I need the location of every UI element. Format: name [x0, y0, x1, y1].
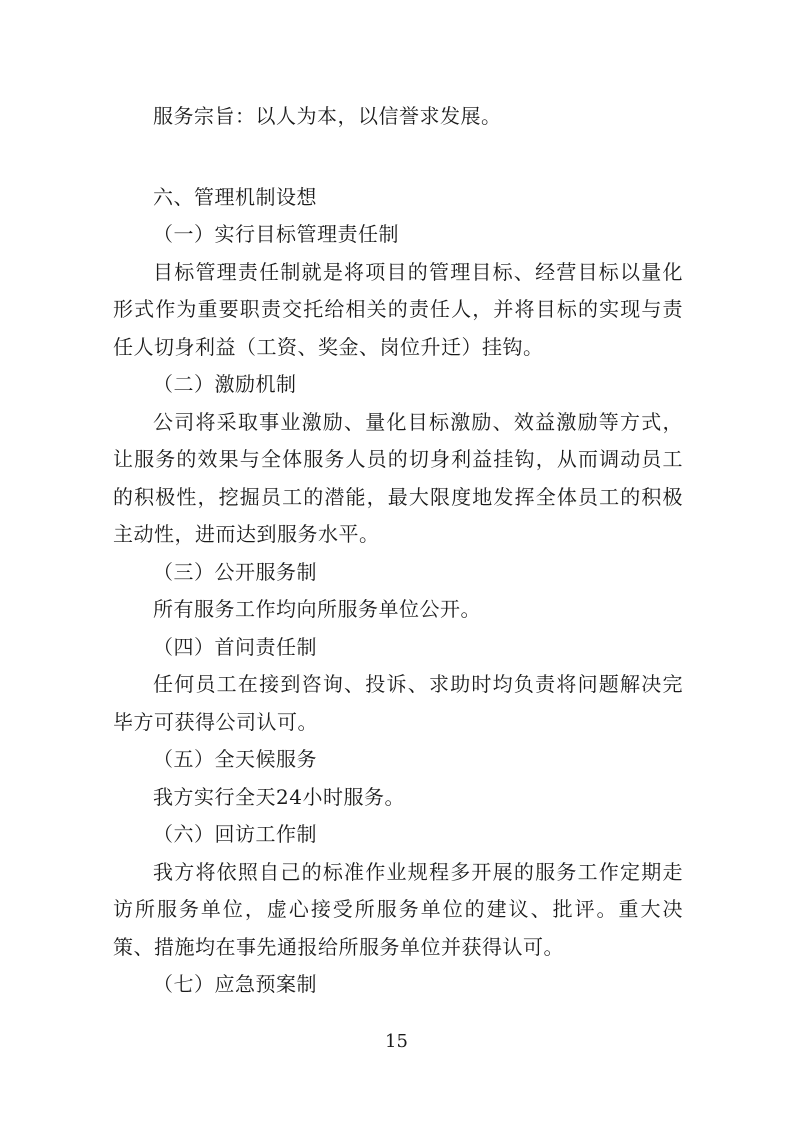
- document-body: [113, 98, 683, 1004]
- subheading-emergency-plan: （七）应急预案制: [153, 972, 317, 996]
- subheading-all-day-service: （五）全天候服务: [153, 747, 317, 771]
- paragraph-return-visit: 我方将依照自己的标准作业规程多开展的服务工作定期走访所服务单位，虚心接受所服务单位的建议、批评。重大决策、措施均在事先通报给所服务单位并获得认可。: [113, 859, 683, 959]
- blank-line: [113, 136, 683, 179]
- page-number: 15: [385, 1031, 408, 1052]
- subheading-public-service: （三）公开服务制: [153, 559, 317, 584]
- paragraph-target-responsibility: 目标管理责任制就是将项目的管理目标、经营目标以量化形式作为重要职责交托给相关的责任人，并将目标的实现与责任人切身利益（工资、奖金、岗位升迁）挂钩。: [113, 259, 683, 359]
- paragraph-all-day-service: 我方实行全天24小时服务。: [153, 784, 405, 809]
- subheading-first-inquiry: （四）首问责任制: [153, 634, 317, 659]
- paragraph-first-inquiry: 任何员工在接到咨询、投诉、求助时均负责将问题解决完毕方可获得公司认可。: [113, 672, 683, 734]
- subheading-return-visit: （六）回访工作制: [153, 822, 317, 846]
- paragraph-public-service: 所有服务工作均向所服务单位公开。: [153, 597, 481, 621]
- service-purpose: 服务宗旨：以人为本，以信誉求发展。: [153, 104, 502, 128]
- subheading-incentive-mechanism: （二）激励机制: [153, 372, 297, 396]
- section-heading-management-mechanism: 六、管理机制设想: [153, 184, 317, 209]
- paragraph-incentive-mechanism: 公司将采取事业激励、量化目标激励、效益激励等方式，让服务的效果与全体服务人员的切身利益挂钩，从而调动员工的积极性，挖掘员工的潜能，最大限度地发挥全体员工的积极主动性，进而达到服务水平。: [113, 409, 683, 546]
- subheading-target-responsibility: （一）实行目标管理责任制: [153, 222, 399, 246]
